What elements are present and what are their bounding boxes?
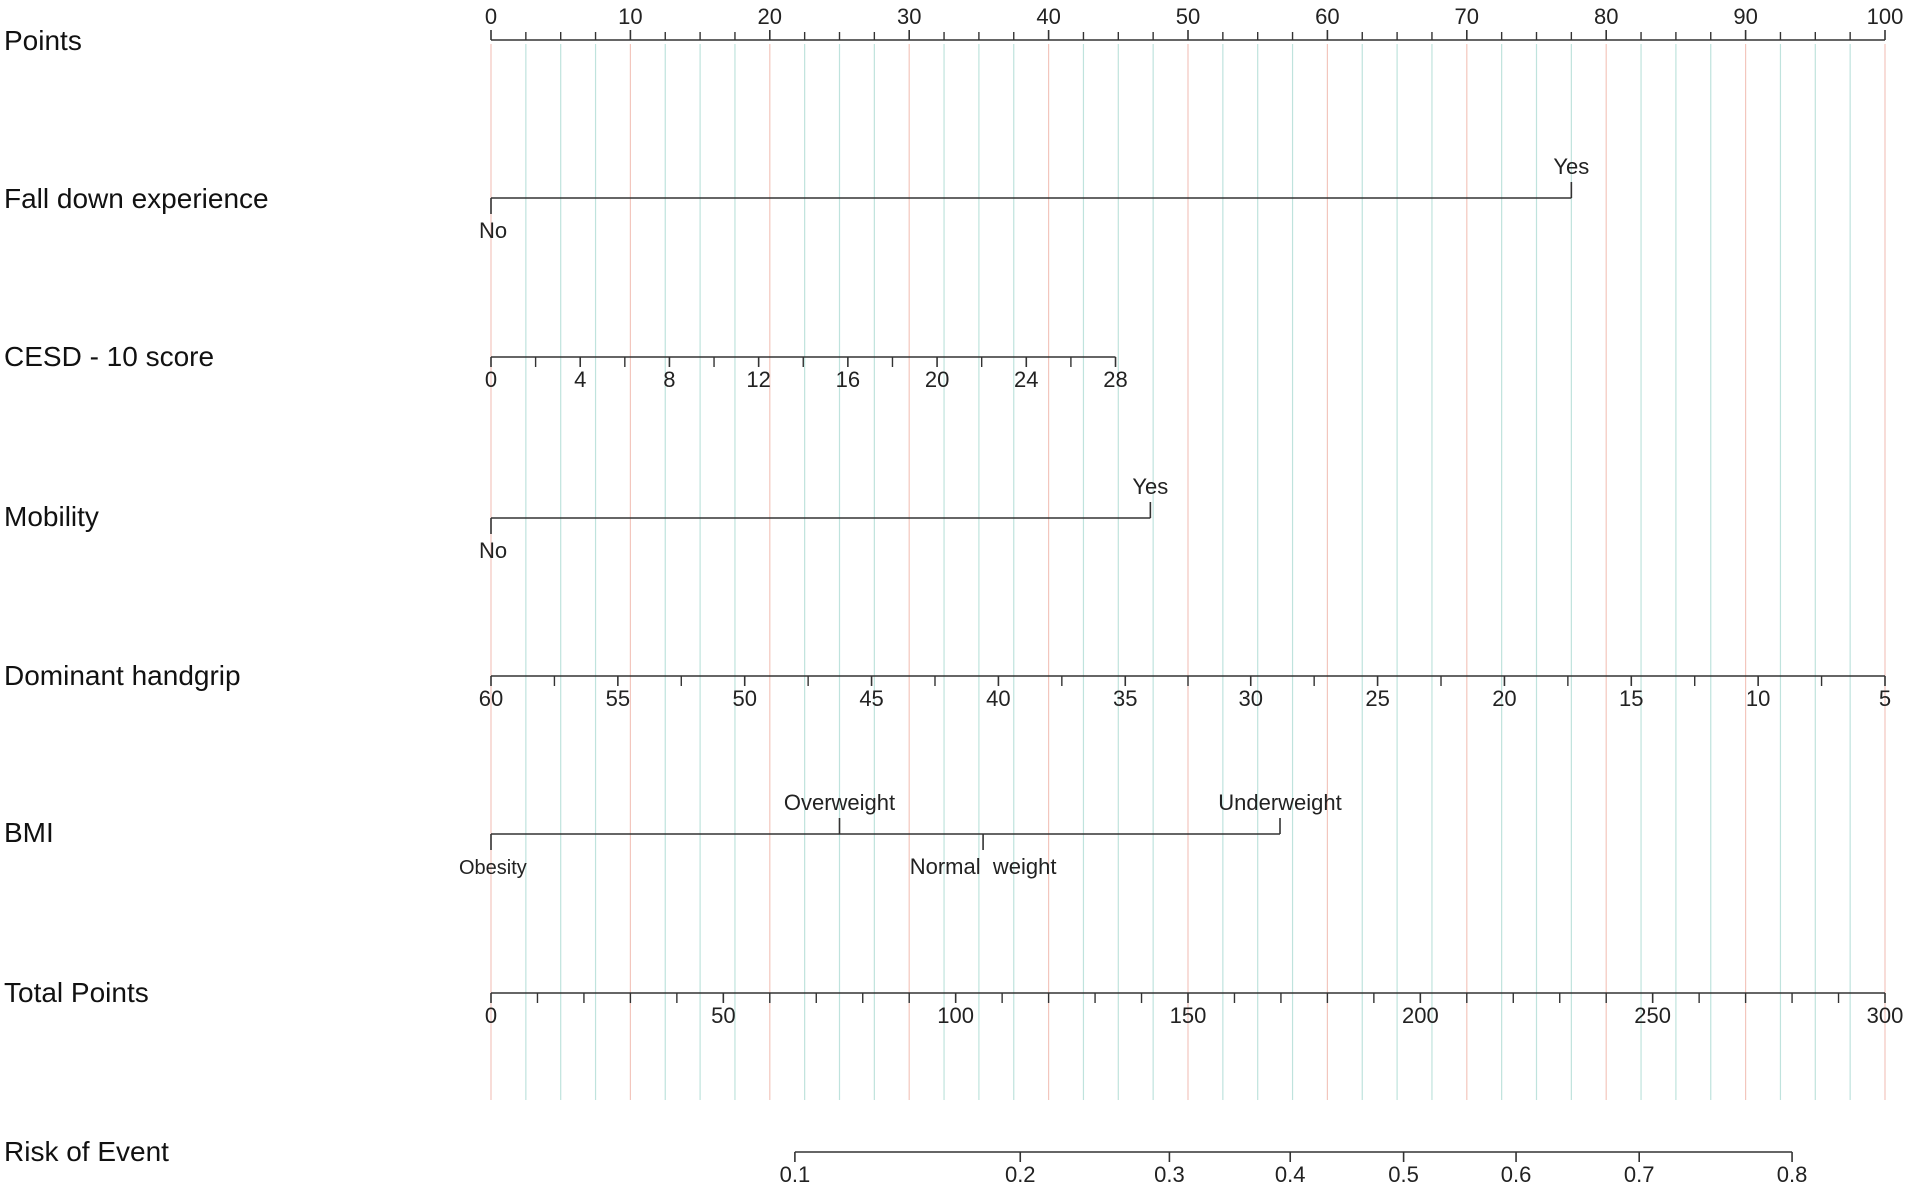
row-label-handgrip: Dominant handgrip	[4, 660, 241, 691]
row-total	[4, 977, 1903, 1028]
tick-label: 0.8	[1776, 1162, 1808, 1187]
row-bmi	[4, 790, 1342, 879]
tick-label: 12	[746, 367, 771, 392]
tick-label: 0.6	[1500, 1162, 1532, 1187]
tick-label: 24	[1014, 367, 1039, 392]
level-label: Yes	[1132, 474, 1169, 499]
tick-label: 0	[484, 367, 498, 392]
tick-label: 40	[986, 686, 1011, 711]
tick-label: 90	[1733, 4, 1758, 29]
tick-label: 60	[1315, 4, 1340, 29]
level-label: No	[479, 538, 508, 563]
tick-label: 80	[1593, 4, 1619, 29]
tick-label: 70	[1454, 4, 1480, 29]
tick-label: 50	[711, 1003, 736, 1028]
tick-label: 30	[1238, 686, 1263, 711]
row-label-total: Total Points	[4, 977, 149, 1008]
tick-label: 35	[1113, 686, 1138, 711]
tick-label: 50	[1175, 4, 1201, 29]
tick-label: 20	[757, 4, 783, 29]
tick-label: 0.4	[1274, 1162, 1306, 1187]
tick-label: 0.3	[1154, 1162, 1185, 1187]
tick-label: 40	[1036, 4, 1061, 29]
level-label: Normal weight	[909, 854, 1057, 879]
nomogram-rows	[4, 4, 1903, 1187]
tick-label: 8	[663, 367, 676, 392]
level-label: Underweight	[1218, 790, 1342, 815]
tick-label: 28	[1103, 367, 1128, 392]
row-points	[4, 4, 1903, 56]
tick-label: 60	[478, 686, 504, 711]
tick-label: 16	[835, 367, 861, 392]
row-label-points: Points	[4, 25, 82, 56]
row-label-risk: Risk of Event	[4, 1136, 169, 1167]
tick-label: 55	[605, 686, 631, 711]
row-handgrip	[4, 660, 1891, 711]
grid-lines	[491, 44, 1885, 1100]
tick-label: 5	[1878, 686, 1892, 711]
tick-label: 0	[484, 1003, 498, 1028]
tick-label: 50	[732, 686, 757, 711]
tick-label: 0.5	[1388, 1162, 1419, 1187]
row-label-mobility: Mobility	[4, 501, 99, 532]
tick-label: 0.7	[1623, 1162, 1655, 1187]
tick-label: 10	[618, 4, 643, 29]
level-label: Yes	[1553, 154, 1590, 179]
row-label-cesd: CESD - 10 score	[4, 341, 215, 372]
tick-label: 4	[574, 367, 587, 392]
row-fall	[4, 154, 1589, 243]
row-label-bmi: BMI	[4, 817, 54, 848]
row-cesd	[4, 341, 1128, 392]
tick-label: 45	[859, 686, 884, 711]
level-label: Obesity	[459, 857, 527, 879]
tick-label: 300	[1866, 1003, 1904, 1028]
row-label-fall: Fall down experience	[4, 183, 269, 214]
tick-label: 30	[896, 4, 922, 29]
tick-label: 20	[1492, 686, 1517, 711]
level-label: Overweight	[783, 790, 896, 815]
tick-label: 200	[1401, 1003, 1439, 1028]
tick-label: 150	[1169, 1003, 1207, 1028]
tick-label: 100	[1866, 4, 1904, 29]
tick-label: 10	[1745, 686, 1771, 711]
level-label: No	[479, 218, 508, 243]
row-mobility	[4, 474, 1168, 563]
tick-label: 0.2	[1004, 1162, 1036, 1187]
tick-label: 0.1	[779, 1162, 811, 1187]
tick-label: 15	[1619, 686, 1644, 711]
tick-label: 100	[937, 1003, 975, 1028]
tick-label: 20	[924, 367, 950, 392]
row-risk	[4, 1136, 1807, 1187]
tick-label: 250	[1634, 1003, 1672, 1028]
tick-label: 25	[1365, 686, 1390, 711]
tick-label: 0	[484, 4, 498, 29]
